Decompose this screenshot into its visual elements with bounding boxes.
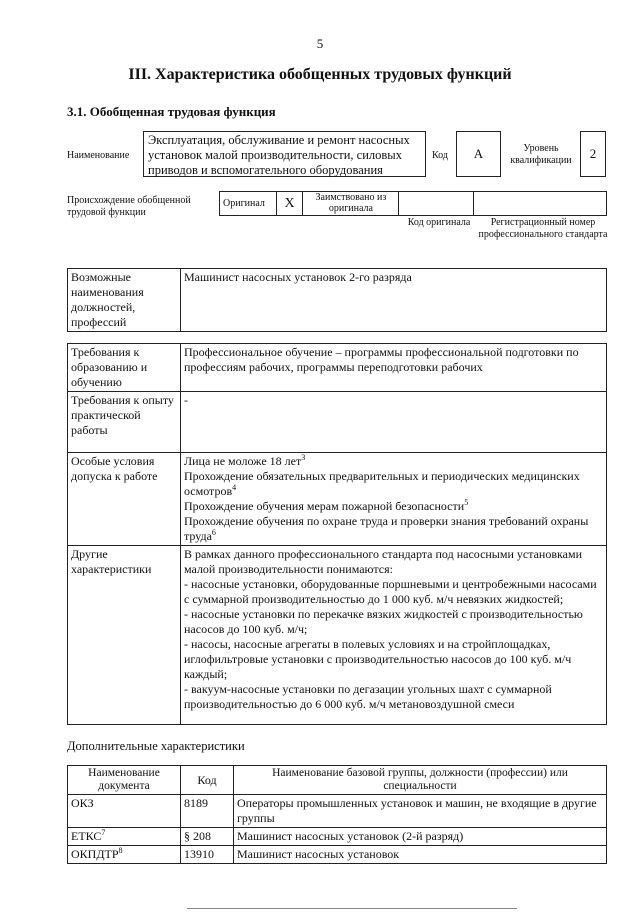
row-doc: ОКЗ xyxy=(71,796,94,810)
page-number: 5 xyxy=(316,36,324,51)
subsection-title: 3.1. Обобщенная трудовая функция xyxy=(67,104,276,119)
education-value: Профессиональное обучение – программы профессиональной подготовки по профессиям рабочих, программы переподготовки рабочих xyxy=(181,344,607,392)
experience-label: Требования к опыту практической работы xyxy=(68,392,181,453)
original-mark: X xyxy=(276,192,303,216)
education-label: Требования к образованию и обучению xyxy=(68,344,181,392)
original-label: Оригинал xyxy=(220,192,277,216)
row-doc: ЕТКС xyxy=(71,829,102,843)
positions-value: Машинист насосных установок 2-го разряда xyxy=(181,269,607,332)
name-label: Наименование xyxy=(67,150,130,161)
other-item: - вакуум-насосные установки по дегазации угольных шахт с суммарной производительностью до 6 000 куб. м/ч метановоздушной смеси xyxy=(184,682,552,711)
row-name: Машинист насосных установок xyxy=(234,846,607,864)
row-code: 13910 xyxy=(181,846,234,864)
level-label: Уровень квалификации xyxy=(510,143,572,166)
code-orig-cell xyxy=(399,192,474,216)
special-item: Прохождение обучения мерам пожарной безопасности$^5$ xyxy=(184,498,469,513)
function-name-box: Эксплуатация, обслуживание и ремонт насосных установок малой производительности, силовых приводов и вспомогательного оборудования xyxy=(143,131,426,177)
other-label: Другие характеристики xyxy=(68,546,181,725)
borrowed-label: Заимствовано из оригинала xyxy=(303,192,399,216)
row-name: Машинист насосных установок (2-й разряд) xyxy=(234,828,607,846)
col-name-header: Наименование базовой группы, должности (профессии) или специальности xyxy=(234,766,607,795)
code-orig-label: Код оригинала xyxy=(407,217,471,228)
special-item: Прохождение обучения по охране труда и проверки знания требований охраны труда$^6$ xyxy=(184,514,589,543)
other-characteristics xyxy=(181,546,607,725)
row-code: 8189 xyxy=(181,795,234,828)
special-item: Лица не моложе 18 лет$^3$ xyxy=(184,453,306,468)
col-doc-header: Наименование документа xyxy=(68,766,181,795)
other-item: - насосные установки, оборудованные поршневыми и центробежными насосами с суммарной производительностью до 1 000 куб. м/ч невязких жидкостей; xyxy=(184,577,597,606)
scan-edge-line xyxy=(187,908,517,909)
level-value: 2 xyxy=(580,131,606,177)
additional-title: Дополнительные характеристики xyxy=(67,739,245,753)
requirements-table xyxy=(67,343,607,725)
special-conditions xyxy=(181,453,607,546)
reg-number-cell xyxy=(474,192,607,216)
reg-number-label: Регистрационный номер профессионального стандарта xyxy=(478,217,608,240)
code-value: А xyxy=(456,131,501,177)
other-intro: В рамках данного профессионального стандарта под насосными установками малой производительности понимаются: xyxy=(184,547,583,576)
col-code-header: Код xyxy=(181,766,234,795)
special-label: Особые условия допуска к работе xyxy=(68,453,181,546)
additional-table xyxy=(67,765,607,864)
row-doc: ОКПДТР xyxy=(71,847,119,861)
table-row: ОКПДТР$^8$ 13910 Машинист насосных установок xyxy=(68,846,607,864)
other-item: - насосные установки по перекачке вязких жидкостей с производительностью насосов до 100 куб. м/ч; xyxy=(184,607,583,636)
origin-table xyxy=(219,191,607,216)
other-item: - насосы, насосные агрегаты в полевых условиях и на стройплощадках, иглофильтровые установки с производительностью насосов до 100 куб. м/ч каждый; xyxy=(184,637,572,681)
section-title: III. Характеристика обобщенных трудовых функций xyxy=(128,66,512,83)
special-item: Прохождение обязательных предварительных и периодических медицинских осмотров$^4$ xyxy=(184,469,580,498)
code-label: Код xyxy=(432,150,448,161)
row-name: Операторы промышленных установок и машин, не входящие в другие группы xyxy=(234,795,607,828)
table-row: ЕТКС$^7$ § 208 Машинист насосных установок (2-й разряд) xyxy=(68,828,607,846)
table-row xyxy=(68,795,607,828)
row-code: § 208 xyxy=(181,828,234,846)
origin-label: Происхождение обобщенной трудовой функции xyxy=(67,195,191,218)
experience-value: - xyxy=(181,392,607,453)
positions-table xyxy=(67,268,607,332)
positions-label: Возможные наименования должностей, профессий xyxy=(68,269,181,332)
